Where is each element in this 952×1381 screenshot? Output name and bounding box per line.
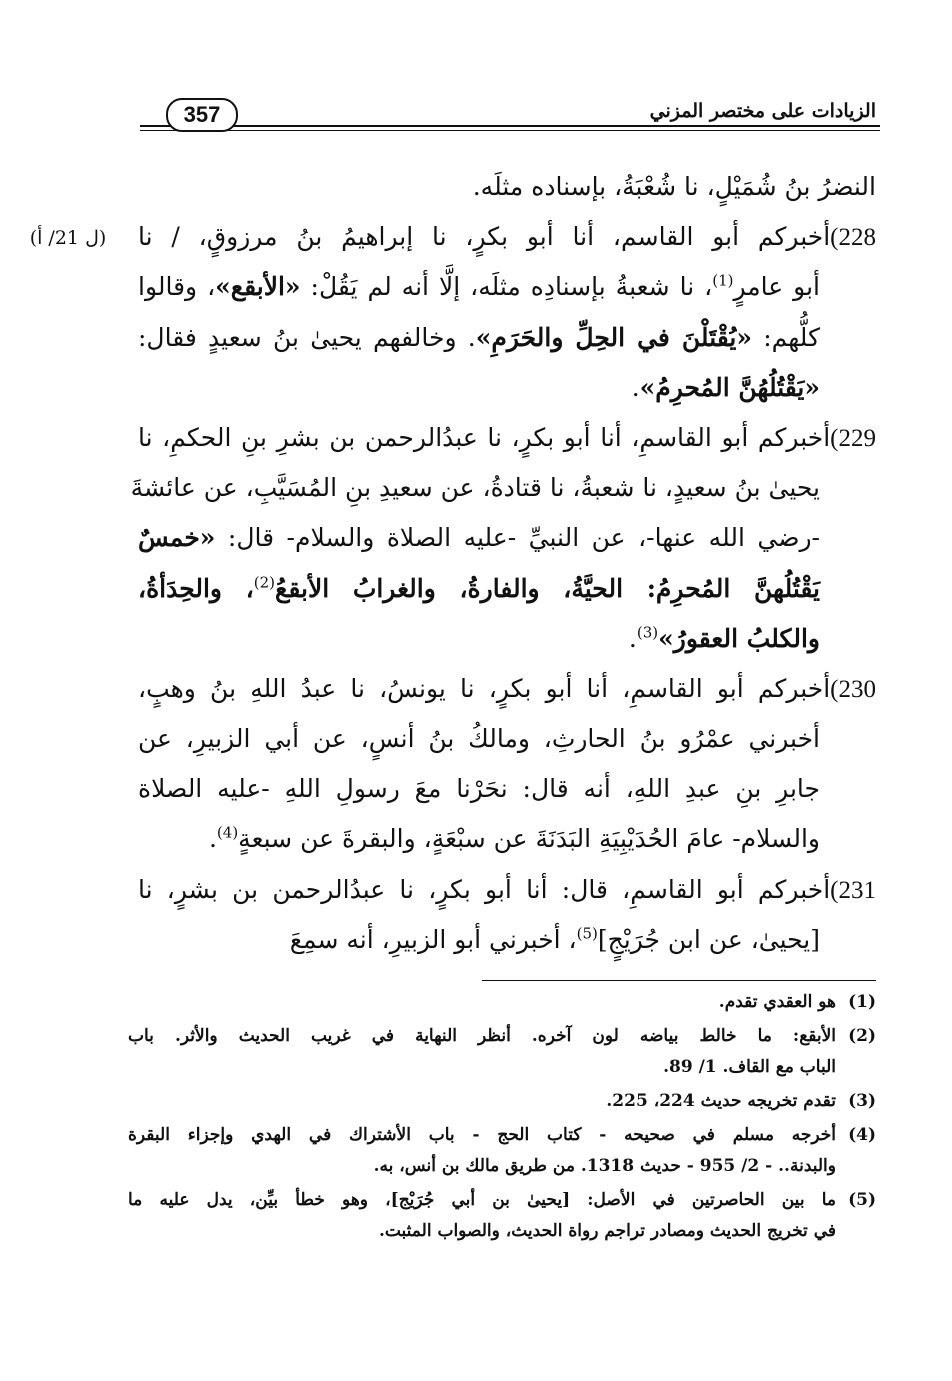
footnote-line: والبدنة.. - 2/ 955 - حديث 1318. من طريق مالك بن أنس، به. bbox=[373, 1156, 836, 1176]
footnote-text bbox=[128, 1021, 836, 1083]
hadith-number: 231) bbox=[830, 876, 876, 904]
footnote bbox=[128, 1185, 876, 1247]
text-run: أبو عامرٍ bbox=[733, 272, 820, 302]
footnote-number: (5) bbox=[848, 1190, 876, 1210]
text-run: كلُّهم: bbox=[751, 322, 820, 352]
footnotes bbox=[128, 987, 876, 1250]
footnote bbox=[128, 1086, 876, 1117]
footnote-ref: (2) bbox=[253, 573, 276, 592]
text-line bbox=[138, 664, 876, 714]
text-line bbox=[138, 313, 876, 363]
text-line bbox=[138, 262, 876, 312]
footnote-text bbox=[128, 1185, 836, 1247]
text-run: أخبركم أبو القاسمِ، قال: أنا أبو بكرٍ، نا عبدُالرحمن بن بشرٍ، نا bbox=[138, 874, 831, 904]
page-number: 357 bbox=[166, 98, 238, 132]
text-run: جابرِ بنِ عبدِ اللهِ، أنه قال: نحَرْنا معَ رسولِ اللهِ -عليه الصلاة bbox=[138, 774, 820, 804]
hadith-quote: «يَقْتُلُهُنَّ المُحرِمُ» bbox=[639, 372, 820, 402]
text-run: ، وقالوا bbox=[138, 272, 216, 302]
text-run: النضرُ بنُ شُمَيْلٍ، نا شُعْبَةُ، بإسناده مثلَه. bbox=[472, 172, 876, 201]
footnote-text bbox=[128, 1086, 836, 1117]
margin-note: (ل 21/ أ) bbox=[29, 227, 107, 249]
text-line bbox=[138, 162, 876, 212]
footnote bbox=[128, 987, 876, 1018]
footnote-line: الباب مع القاف. 1/ 89. bbox=[663, 1057, 836, 1077]
text-run: والسلام- عامَ الحُدَيْبِيَةِ البَدَنَةَ عن سبْعَةٍ، والبقرةَ عن سبعةٍ bbox=[238, 824, 820, 854]
text-run: . bbox=[631, 372, 640, 402]
footnote-text bbox=[128, 1120, 836, 1182]
footnote-line: ما بين الحاصرتين في الأصل: [يحيىٰ بن أبي جُرَيْج]، وهو خطأ بيِّن، يدل عليه ما bbox=[128, 1190, 836, 1210]
hadith-quote: «يُقْتَلْنَ في الحِلِّ والحَرَمِ» bbox=[475, 322, 752, 352]
hadith-quote: والكلبُ العقورُ» bbox=[658, 623, 820, 653]
footnote-ref: (4) bbox=[216, 824, 239, 843]
running-title: الزيادات على مختصر المزني bbox=[640, 98, 876, 124]
text-run: . وخالفهم يحيىٰ بنُ سعيدٍ فقال: bbox=[138, 322, 476, 352]
text-run: أخبرني عمْرُو بنُ الحارثِ، ومالكُ بنُ أنسٍ، عن أبي الزبيرِ، عن bbox=[138, 724, 820, 754]
footnote-separator bbox=[482, 980, 876, 981]
text-line bbox=[138, 915, 876, 965]
text-run: -رضي الله عنها-، عن النبيِّ -عليه الصلاة والسلام- قال: bbox=[215, 523, 820, 553]
footnote-line: تقدم تخريجه حديث 224، 225. bbox=[606, 1091, 836, 1111]
text-run: أخبركم أبو القاسم، أنا أبو بكرٍ، نا إبراهيمُ بنُ مرزوقٍ، / نا bbox=[138, 222, 831, 252]
text-line bbox=[138, 865, 876, 915]
hadith-quote: يَقْتُلُهنَّ المُحرِمُ: الحيَّةُ، والفارةُ، والغرابُ الأبقعُ bbox=[275, 573, 821, 603]
footnote-ref: (1) bbox=[712, 272, 734, 291]
footnote-number: (3) bbox=[848, 1091, 876, 1111]
text-line bbox=[138, 413, 876, 463]
text-run: ، نا شعبةُ بإسنادِه مثلَه، إلَّا أنه لم يَقُلْ: bbox=[300, 272, 713, 302]
text-line bbox=[138, 212, 876, 262]
main-text bbox=[130, 162, 876, 965]
text-line bbox=[138, 814, 876, 864]
header-rule bbox=[140, 125, 880, 127]
hadith-number: 230) bbox=[830, 675, 876, 703]
footnote-ref: (5) bbox=[576, 924, 598, 943]
text-line bbox=[138, 513, 876, 563]
footnote-line: في تخريج الحديث ومصادر تراجم رواة الحديث، والصواب المثبت. bbox=[378, 1221, 836, 1241]
text-run: . bbox=[628, 623, 637, 653]
footnote-number: (2) bbox=[848, 1026, 876, 1046]
text-run: أخبركم أبو القاسمِ، أنا أبو بكرٍ، نا عبدُالرحمن بن بشرِ بنِ الحكمِ، نا bbox=[138, 422, 831, 452]
footnote-number: (1) bbox=[848, 992, 876, 1012]
text-line bbox=[138, 764, 876, 814]
header-rule-thin bbox=[140, 130, 880, 131]
footnote-line: أخرجه مسلم في صحيحه - كتاب الحج - باب الأشتراك في الهدي وإجزاء البقرة bbox=[128, 1125, 836, 1145]
page-header bbox=[140, 98, 880, 134]
footnote-line: هو العقدي تقدم. bbox=[718, 992, 836, 1012]
footnote bbox=[128, 1021, 876, 1083]
text-run: . bbox=[208, 824, 217, 854]
footnote bbox=[128, 1120, 876, 1182]
text-run: يحيىٰ بنُ سعيدٍ، نا شعبةُ، نا قتادةُ، عن سعيدِ بنِ المُسَيَّبِ، عن عائشةَ bbox=[130, 473, 820, 503]
footnote-number: (4) bbox=[848, 1125, 876, 1145]
text-run: [يحيىٰ، عن ابن جُرَيْجٍ] bbox=[597, 924, 820, 954]
text-line bbox=[138, 564, 876, 614]
hadith-quote: «الأبقع» bbox=[215, 272, 301, 302]
hadith-quote: «خمسٌ bbox=[138, 523, 216, 553]
text-line bbox=[138, 614, 876, 664]
footnote-text bbox=[128, 987, 836, 1018]
hadith-number: 228) bbox=[830, 224, 876, 252]
text-line bbox=[130, 463, 876, 513]
hadith-number: 229) bbox=[830, 424, 876, 452]
text-run: ، أخبرني أبو الزبيرِ، أنه سمِعَ bbox=[289, 924, 577, 954]
hadith-quote: ، والحِدَأةُ، bbox=[138, 573, 254, 603]
text-line bbox=[138, 714, 876, 764]
text-line bbox=[138, 363, 876, 413]
footnote-line: الأبقع: ما خالط بياضه لون آخره. أنظر النهاية في غريب الحديث والأثر. باب bbox=[128, 1026, 836, 1046]
footnote-ref: (3) bbox=[636, 623, 659, 642]
text-run: أخبركم أبو القاسمِ، أنا أبو بكرٍ، نا يونسُ، نا عبدُ اللهِ بنُ وهبٍ، bbox=[138, 673, 831, 703]
